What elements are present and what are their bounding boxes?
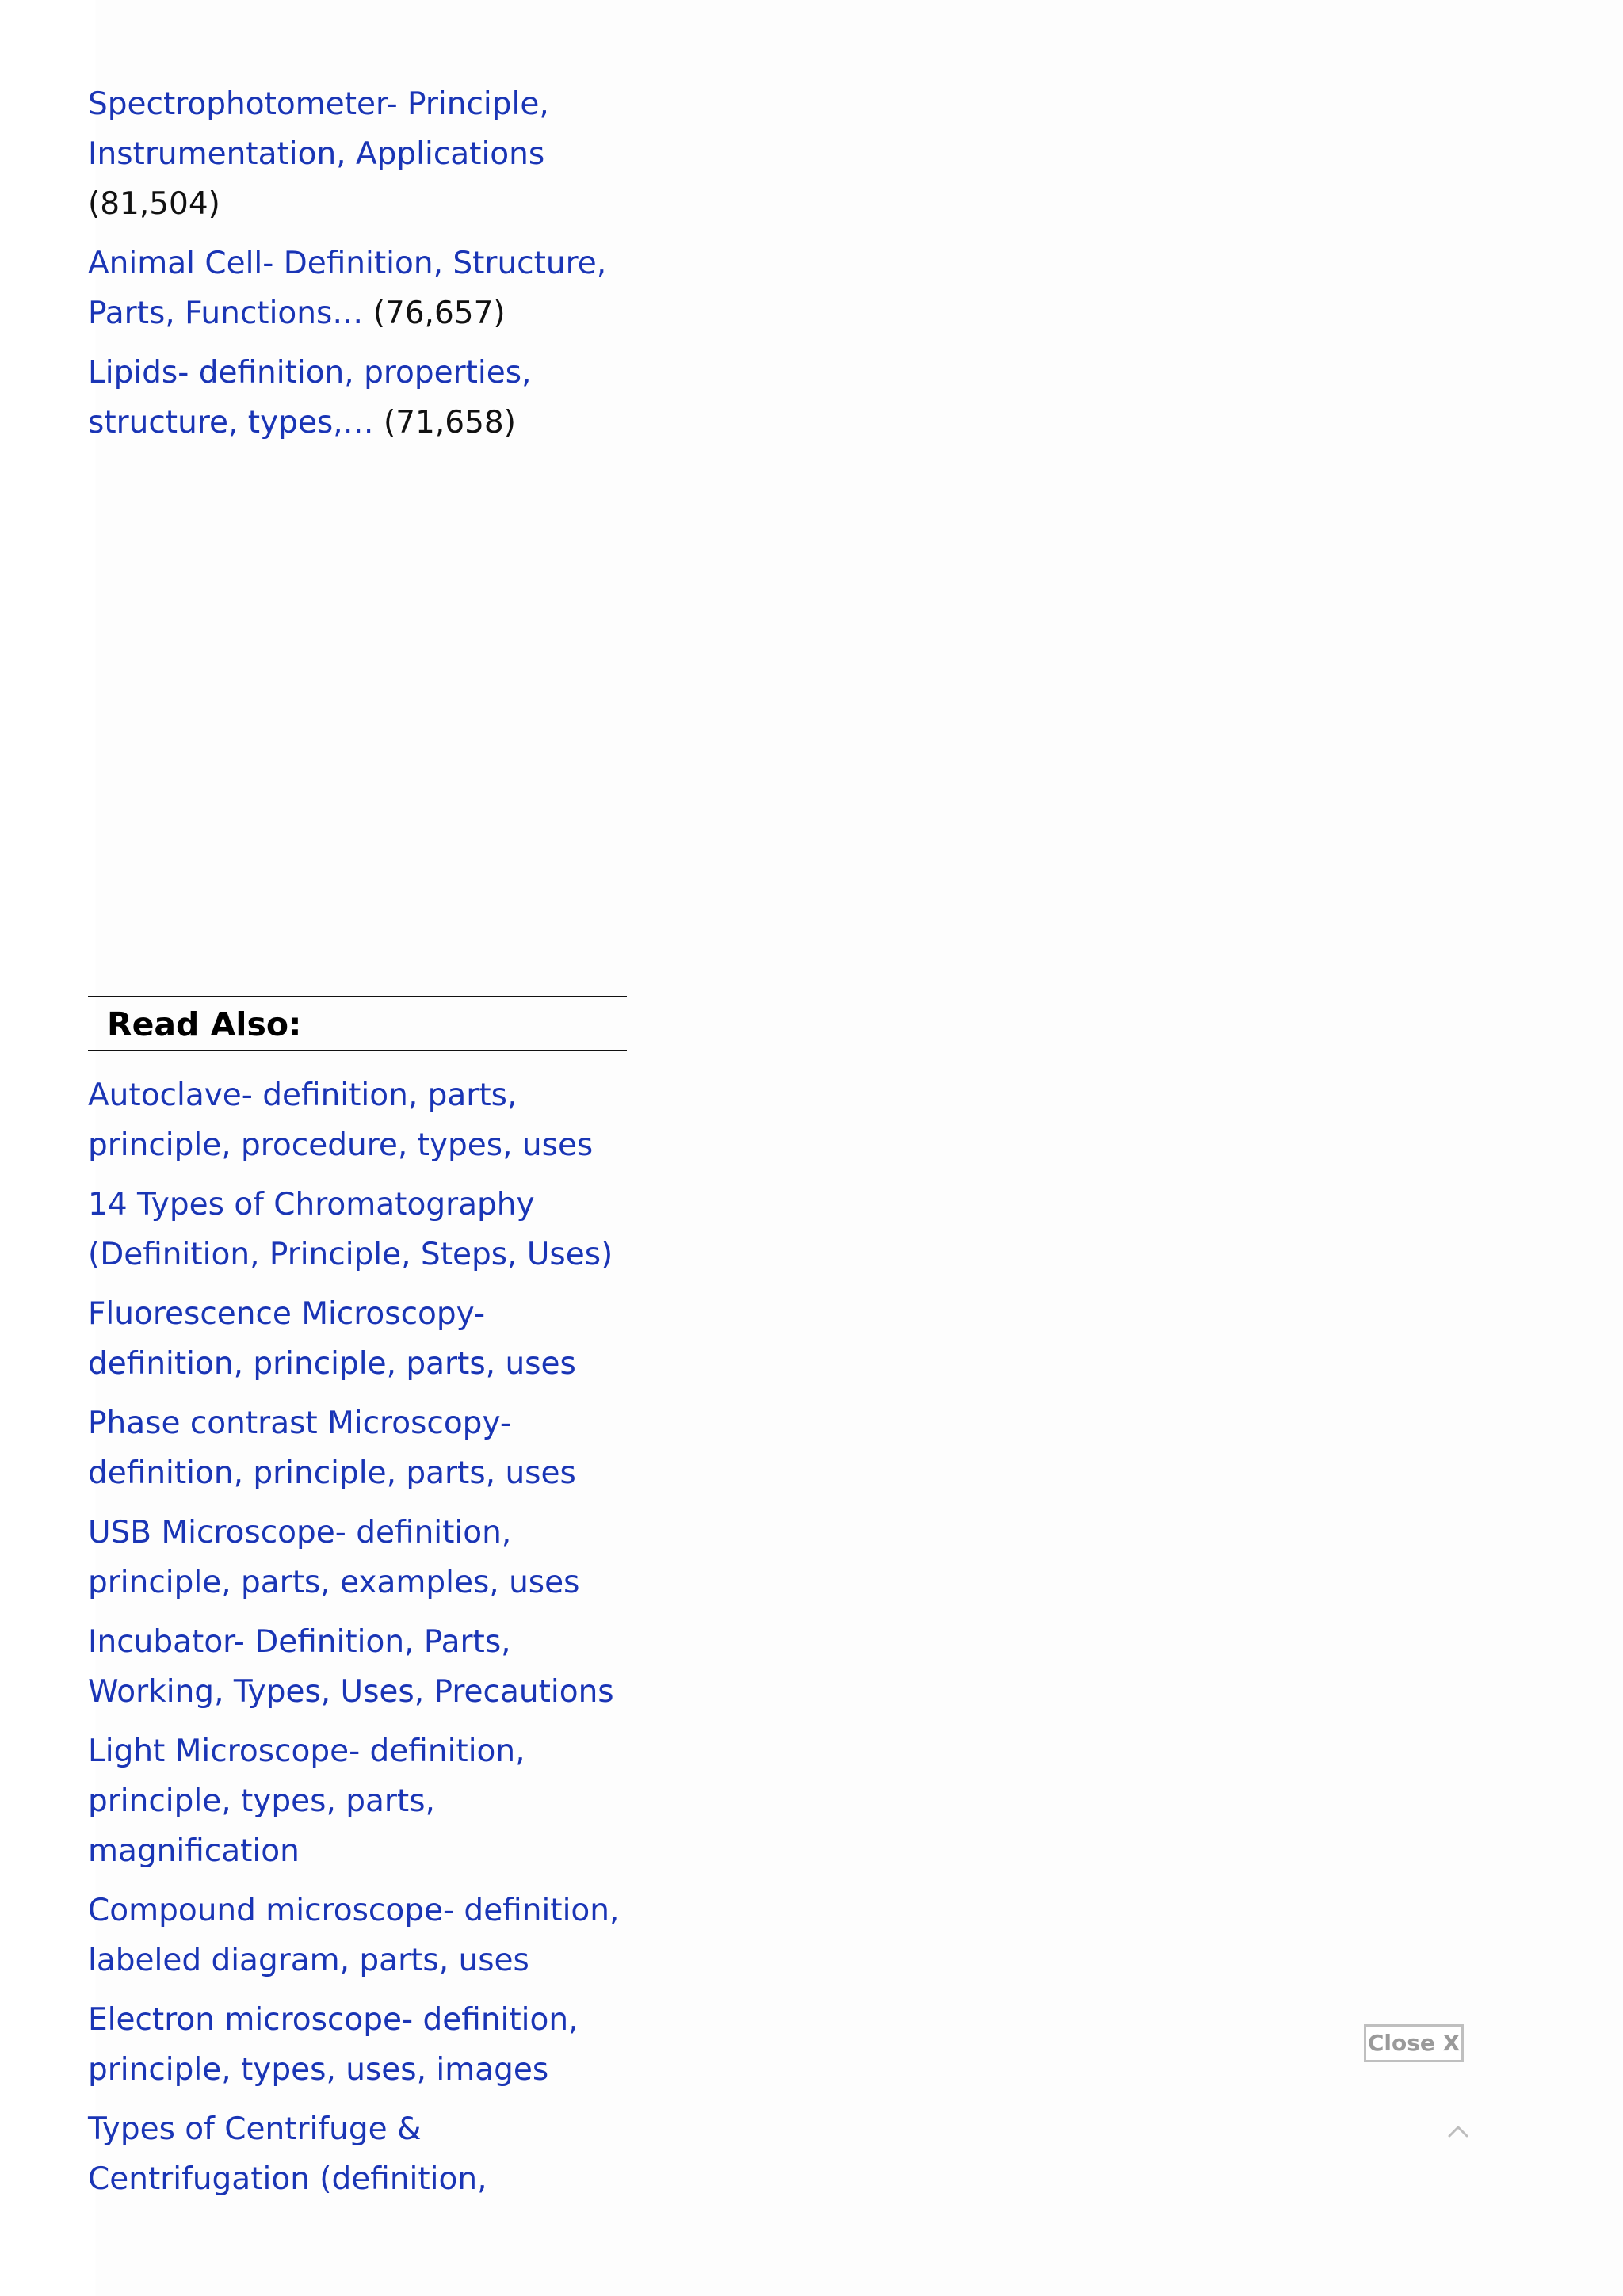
list-item — [88, 1508, 627, 1608]
popular-post-item — [88, 79, 627, 229]
read-also-heading: Read Also: — [88, 996, 627, 1051]
read-also-list — [88, 1070, 627, 2204]
sidebar — [88, 79, 627, 2214]
popular-post-link-animal-cell[interactable]: Animal Cell- Definition, Structure, Parts, Functions… — [88, 246, 607, 331]
view-count: (76,657) — [372, 296, 506, 331]
popular-post-item — [88, 348, 627, 448]
read-also-link-phase-contrast-microscopy[interactable]: Phase contrast Microscopy- definition, principle, parts, uses — [88, 1405, 576, 1491]
read-also-link-electron-microscope[interactable]: Electron microscope- definition, principle, types, uses, images — [88, 2002, 579, 2088]
read-also-link-usb-microscope[interactable]: USB Microscope- definition, principle, parts, examples, uses — [88, 1515, 580, 1600]
view-count: (71,658) — [384, 405, 516, 441]
ad-placeholder — [88, 457, 627, 996]
read-also-link-autoclave[interactable]: Autoclave- definition, parts, principle, procedure, types, uses — [88, 1077, 594, 1163]
list-item — [88, 1886, 627, 1985]
list-item — [88, 2104, 627, 2204]
close-ad-button[interactable]: Close X — [1364, 2024, 1464, 2062]
read-also-link-light-microscope[interactable]: Light Microscope- definition, principle, types, parts, magnification — [88, 1733, 525, 1869]
popular-post-link-spectrophotometer[interactable]: Spectrophotometer- Principle, Instrumentation, Applications — [88, 86, 549, 172]
read-also-link-compound-microscope[interactable]: Compound microscope- definition, labeled diagram, parts, uses — [88, 1893, 620, 1978]
list-item — [88, 1289, 627, 1389]
popular-post-item — [88, 238, 627, 338]
read-also-link-incubator[interactable]: Incubator- Definition, Parts, Working, Types, Uses, Precautions — [88, 1624, 614, 1710]
popular-posts-list — [88, 79, 627, 448]
read-also-link-chromatography[interactable]: 14 Types of Chromatography (Definition, Principle, Steps, Uses) — [88, 1187, 613, 1272]
view-count: (81,504) — [88, 186, 220, 222]
list-item — [88, 1726, 627, 1876]
list-item — [88, 1617, 627, 1717]
read-also-link-centrifuge[interactable]: Types of Centrifuge & Centrifugation (definition, — [88, 2111, 487, 2197]
read-also-link-fluorescence-microscopy[interactable]: Fluorescence Microscopy- definition, principle, parts, uses — [88, 1296, 576, 1382]
popular-post-link-lipids[interactable]: Lipids- definition, properties, structure, types,… — [88, 355, 532, 441]
list-item — [88, 1070, 627, 1170]
chevron-up-icon — [1446, 2123, 1470, 2139]
list-item — [88, 1398, 627, 1498]
list-item — [88, 1995, 627, 2095]
scroll-to-top-button[interactable] — [1442, 2115, 1474, 2147]
list-item — [88, 1180, 627, 1280]
